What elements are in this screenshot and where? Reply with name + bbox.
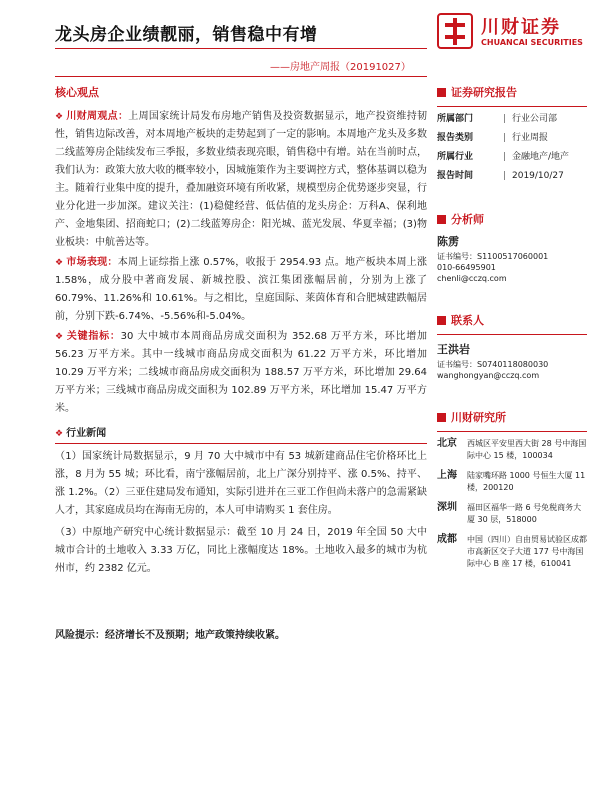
info-row-industry: 所属行业 | 金融地产/地产	[437, 152, 570, 162]
diamond-bullet-icon: ❖	[55, 258, 64, 268]
weekly-view-paragraph: ❖ 川财周观点：上周国家统计局发布房地产销售及投资数据显示，地产投资维持韧性，销售边际改善，对本周地产板块的走势起到了一定的影响。本周地产龙头及多数二线蓝筹房企陆续发布三季报，多数业绩表现亮眼，销售稳中有增。站在当前时点，我们认为：政策大放大收的概率较小，因城施策作为主要调控方式，整体基调以稳为主。随着行业集中度的提升，叠加融资环境有所收紧，规模型房企优势逐步突显，行业分化进一步加深。建议关注：(1)稳健经营、低估值的龙头房企：万科A、保利地产、金地集团、招商蛇口；(2)二线蓝筹房企：阳光城、蓝光发展、华夏幸福；(3)物业板块：中航善达等。	[55, 111, 428, 248]
key-indicators-paragraph: ❖ 关键指标：30 大中城市本周商品房成交面积为 352.68 万平方米，环比增加 56.23 万平方米。其中一线城市商品房成交面积为 61.22 万平方米，环比增加 10.29 万平方米；二线城市商品房成交面积为 188.57 万平方米，环比增加 29.64 万平方米；三线城市商品房成交面积为 102.89 万平方米，环比增加 15.47 万平方米。	[55, 331, 428, 414]
info-row-date: 报告时间 | 2019/10/27	[437, 171, 564, 181]
analyst-phone: 010-66495901	[437, 263, 496, 272]
report-title: 龙头房企业绩靓丽，销售稳中有增	[55, 25, 318, 45]
logo-name-cn: 川财证券	[481, 17, 561, 38]
diamond-bullet-icon: ❖	[55, 112, 64, 122]
contact-email[interactable]: wanghongyan@cczq.com	[437, 371, 540, 380]
sidebar-divider	[437, 431, 587, 432]
industry-news-heading: ❖ 行业新闻	[55, 428, 107, 439]
logo-name-en: CHUANCAI SECURITIES	[481, 38, 583, 47]
sidebar-divider	[437, 106, 587, 107]
core-views-heading: 核心观点	[55, 86, 99, 99]
sidebar-divider	[437, 334, 587, 335]
office-shenzhen: 深圳 福田区福华一路 6 号免税商务大厦 30 层，518000	[437, 502, 582, 524]
info-row-category: 报告类别 | 行业周报	[437, 133, 549, 143]
square-marker-icon	[437, 88, 446, 97]
report-info-heading: 证券研究报告	[437, 84, 587, 100]
info-row-department: 所属部门 | 行业公司部	[437, 114, 558, 124]
square-marker-icon	[437, 413, 446, 422]
analyst-name: 陈雳	[437, 235, 459, 248]
square-marker-icon	[437, 215, 446, 224]
news-divider	[55, 443, 427, 444]
company-logo	[437, 13, 583, 53]
sidebar	[437, 84, 587, 578]
main-content	[55, 84, 427, 582]
diamond-bullet-icon: ❖	[55, 332, 64, 342]
analyst-email[interactable]: chenli@cczq.com	[437, 274, 507, 283]
office-beijing: 北京 西城区平安里西大街 28 号中海国际中心 15 楼，100034	[437, 438, 587, 460]
institute-heading: 川财研究所	[437, 409, 587, 425]
office-chengdu: 成都 中国（四川）自由贸易试验区成都市高新区交子大道 177 号中海国际中心 B 座 17 楼，610041	[437, 534, 587, 568]
contact-heading: 联系人	[437, 312, 587, 328]
analyst-heading: 分析师	[437, 211, 587, 227]
contact-cert: 证书编号：S0740118080030	[437, 360, 549, 369]
news-item: （1）国家统计局数据显示，9 月 70 大中城市中有 53 城新建商品住宅价格环比上涨，8 月为 55 城；环比看，南宁涨幅居前，北上广深分别持平、涨 0.5%、持平、涨 1.2%。（2）三亚住建局发布通知，实际引进并在三亚工作但尚未落户的急需紧缺人才，其家庭成员均在海南无房的，本人可申请购买 1 套住房。	[55, 451, 427, 516]
report-subtitle: ——房地产周报（20191027）	[270, 62, 411, 73]
title-divider	[55, 48, 427, 49]
square-marker-icon	[437, 316, 446, 325]
diamond-bullet-icon: ❖	[55, 429, 64, 439]
subtitle-divider	[55, 76, 427, 77]
risk-warning: 风险提示：经济增长不及预期；地产政策持续收紧。	[55, 630, 285, 641]
office-shanghai: 上海 陆家嘴环路 1000 号恒生大厦 11 楼，200120	[437, 470, 586, 492]
news-item: （3）中原地产研究中心统计数据显示：截至 10 月 24 日，2019 年全国 50 大中城市合计的土地收入 3.33 万亿，同比上涨幅度达 18%。土地收入最多的城市为杭州市，约 2382 亿元。	[55, 527, 427, 574]
logo-mark-icon	[437, 13, 473, 49]
market-performance-paragraph: ❖ 市场表现：本周上证综指上涨 0.57%，收报于 2954.93 点。地产板块本周上涨 1.58%，成分股中著商发展、新城控股、滨江集团涨幅居前，分别为上涨了 60.79%、11.26%和 10.61%。与之相比，皇庭国际、莱茵体育和合肥城建跌幅居前，分别下跌-6.74%、-5.56%和-5.04%。	[55, 257, 428, 322]
contact-name: 王洪岩	[437, 343, 470, 356]
analyst-cert: 证书编号：S1100517060001	[437, 252, 549, 261]
